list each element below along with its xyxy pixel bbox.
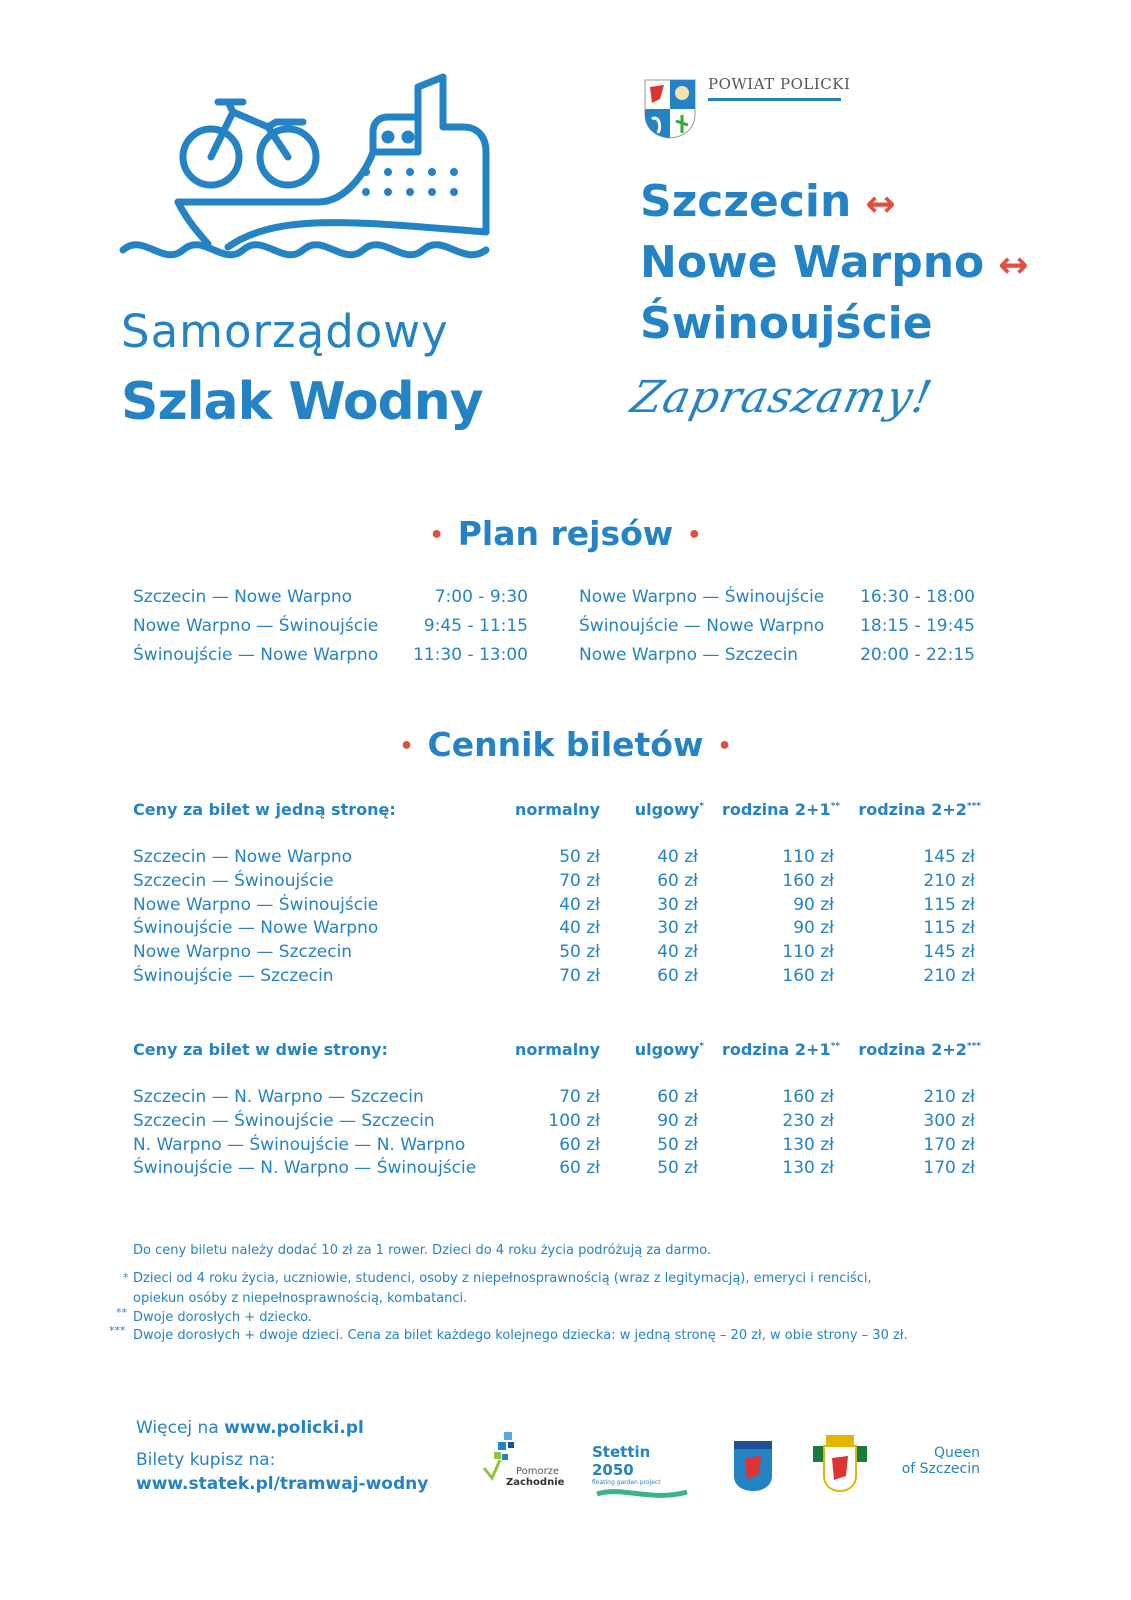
price-cell: 110 zł: [782, 847, 834, 867]
footnote-mark: ***: [966, 801, 981, 812]
price-cell: 70 zł: [559, 966, 600, 986]
route-stop-szczecin: [640, 172, 896, 235]
tagline: Zapraszamy!: [626, 372, 937, 423]
pomorze-line2: Zachodnie: [506, 1477, 565, 1488]
powiat-logo-text: POWIAT POLICKI: [708, 75, 851, 93]
note-1-line2: opiekun osóby z niepełnosprawnością, kombatanci.: [133, 1291, 468, 1306]
footnote-mark: *: [699, 801, 704, 812]
price-cell: 40 zł: [559, 894, 600, 915]
tickets-label: Bilety kupisz na:: [136, 1450, 276, 1470]
price-cell: 30 zł: [657, 894, 698, 915]
column-label: normalny: [514, 1040, 600, 1059]
bullet-icon: •: [687, 523, 702, 548]
bullet-icon: •: [717, 734, 732, 759]
queen-of-szczecin-logo: [896, 1445, 980, 1477]
price-cell: 50 zł: [559, 942, 600, 963]
stettin-logo-sub: floating garden project: [592, 1479, 661, 1486]
price-cell: 60 zł: [657, 1087, 698, 1107]
price-row-route: Świnoujście — N. Warpno — Świnoujście: [133, 1158, 477, 1179]
schedule-time: 11:30 - 13:00: [413, 645, 528, 665]
brand-name-line2: Szlak Wodny: [121, 372, 483, 432]
price-cell: 60 zł: [657, 870, 698, 891]
route-stop-nowe-warpno: [640, 233, 1028, 296]
prices-title-text: Cennik biletów: [427, 725, 704, 764]
nowe-warpno-crest-icon: [812, 1434, 868, 1494]
price-cell: 100 zł: [548, 1110, 600, 1131]
column-label: rodzina 2+1: [722, 800, 831, 819]
schedule-route: Nowe Warpno — Świnoujście: [133, 616, 379, 636]
powiat-logo-underline: [708, 98, 841, 101]
price-section-label: Ceny za bilet w dwie strony:: [133, 1040, 388, 1059]
price-row-route: N. Warpno — Świnoujście — N. Warpno: [133, 1134, 466, 1155]
price-row-route: Szczecin — N. Warpno — Szczecin: [133, 1087, 424, 1107]
price-column-header: [821, 1040, 981, 1059]
route-stop-label: Nowe Warpno: [640, 237, 985, 288]
price-row-route: Szczecin — Świnoujście: [133, 870, 334, 891]
note-general: Do ceny biletu należy dodać 10 zł za 1 rower. Dzieci do 4 roku życia podróżują za darmo.: [133, 1243, 712, 1258]
price-row-route: Szczecin — Nowe Warpno: [133, 847, 353, 867]
price-cell: 50 zł: [657, 1134, 698, 1155]
column-label: rodzina 2+2: [858, 800, 967, 819]
route-stop-label: Świnoujście: [640, 298, 933, 349]
note-3: Dwoje dorosłych + dwoje dzieci. Cena za bilet każdego kolejnego dziecka: w jedną stronę – 20 zł, w obie strony – 30 zł.: [133, 1328, 908, 1343]
note-1-line1: Dzieci od 4 roku życia, uczniowie, studenci, osoby z niepełnosprawnością (wraz z legitymacją), emeryci i renciści,: [133, 1271, 872, 1286]
stettin-logo-text: Stettin 2050: [592, 1443, 651, 1479]
price-cell: 90 zł: [793, 918, 834, 939]
price-cell: 145 zł: [923, 847, 975, 867]
price-cell: 115 zł: [923, 918, 975, 939]
boat-bicycle-logo-icon: [118, 72, 498, 272]
price-row-route: Świnoujście — Nowe Warpno: [133, 918, 379, 939]
price-cell: 115 zł: [923, 894, 975, 915]
brand-name-line1: Samorządowy: [121, 305, 449, 358]
bidirectional-arrow-icon: ↔: [998, 245, 1029, 286]
footnote-mark: *: [699, 1041, 704, 1052]
schedule-time: 20:00 - 22:15: [860, 645, 975, 665]
price-cell: 160 zł: [782, 966, 834, 986]
column-label: ulgowy: [634, 800, 700, 819]
schedule-route: Nowe Warpno — Szczecin: [579, 645, 799, 665]
pomorze-zachodnie-logo: [482, 1430, 572, 1490]
bullet-icon: •: [399, 734, 414, 759]
price-cell: 60 zł: [559, 1134, 600, 1155]
price-column-header: [680, 800, 840, 819]
note-mark: **: [116, 1306, 127, 1319]
price-cell: 90 zł: [657, 1110, 698, 1131]
price-cell: 60 zł: [657, 966, 698, 986]
pomorze-line1: Pomorze: [516, 1466, 560, 1477]
price-cell: 130 zł: [782, 1134, 834, 1155]
queen-line2: of Szczecin: [901, 1461, 980, 1477]
note-2: Dwoje dorosłych + dziecko.: [133, 1310, 313, 1325]
footnote-mark: ***: [966, 1041, 981, 1052]
bullet-icon: •: [429, 523, 444, 548]
policki-link[interactable]: www.policki.pl: [224, 1418, 364, 1438]
queen-line1: Queen: [934, 1445, 980, 1461]
price-cell: 170 zł: [923, 1134, 975, 1155]
bidirectional-arrow-icon: ↔: [865, 184, 896, 225]
schedule-time: 16:30 - 18:00: [860, 587, 975, 607]
price-row-route: Nowe Warpno — Szczecin: [133, 942, 353, 963]
column-label: ulgowy: [634, 1040, 700, 1059]
price-column-header: [821, 800, 981, 819]
coat-of-arms-griffin-icon: [733, 1440, 773, 1492]
price-cell: 40 zł: [657, 942, 698, 963]
price-cell: 300 zł: [923, 1110, 975, 1131]
price-cell: 60 zł: [559, 1158, 600, 1179]
price-cell: 40 zł: [559, 918, 600, 939]
powiat-crest-icon: [644, 79, 696, 139]
schedule-route: Świnoujście — Nowe Warpno: [133, 645, 379, 665]
price-cell: 210 zł: [923, 1087, 975, 1107]
price-cell: 170 zł: [923, 1158, 975, 1179]
schedule-route: Nowe Warpno — Świnoujście: [579, 587, 825, 607]
price-row-route: Nowe Warpno — Świnoujście: [133, 894, 379, 915]
price-cell: 210 zł: [923, 870, 975, 891]
price-cell: 160 zł: [782, 870, 834, 891]
price-cell: 130 zł: [782, 1158, 834, 1179]
price-cell: 50 zł: [559, 847, 600, 867]
schedule-time: 9:45 - 11:15: [423, 616, 528, 636]
price-cell: 50 zł: [657, 1158, 698, 1179]
price-cell: 110 zł: [782, 942, 834, 963]
schedule-time: 7:00 - 9:30: [434, 587, 528, 607]
price-section-label: Ceny za bilet w jedną stronę:: [133, 800, 396, 819]
price-cell: 70 zł: [559, 1087, 600, 1107]
column-label: rodzina 2+2: [858, 1040, 967, 1059]
prices-title: [0, 725, 1131, 764]
price-cell: 40 zł: [657, 847, 698, 867]
schedule-title: [0, 514, 1131, 553]
column-label: rodzina 2+1: [722, 1040, 831, 1059]
footnote-mark: **: [830, 801, 840, 812]
price-cell: 230 zł: [782, 1110, 834, 1131]
footnote-mark: **: [830, 1041, 840, 1052]
schedule-route: Świnoujście — Nowe Warpno: [579, 616, 825, 636]
price-cell: 145 zł: [923, 942, 975, 963]
price-row-route: Szczecin — Świnoujście — Szczecin: [133, 1110, 435, 1131]
price-cell: 160 zł: [782, 1087, 834, 1107]
column-label: normalny: [514, 800, 600, 819]
tickets-link[interactable]: www.statek.pl/tramwaj-wodny: [136, 1474, 429, 1494]
route-stop-swinoujscie: [640, 294, 933, 354]
route-stop-label: Szczecin: [640, 176, 852, 227]
price-row-route: Świnoujście — Szczecin: [133, 966, 334, 986]
schedule-route: Szczecin — Nowe Warpno: [133, 587, 353, 607]
price-column-header: [680, 1040, 840, 1059]
schedule-title-text: Plan rejsów: [457, 514, 674, 553]
schedule-time: 18:15 - 19:45: [860, 616, 975, 636]
price-cell: 90 zł: [793, 894, 834, 915]
more-info: [136, 1418, 364, 1438]
note-mark: *: [123, 1271, 129, 1284]
note-mark: ***: [109, 1324, 126, 1337]
stettin-wave-icon: [592, 1486, 692, 1502]
more-info-prefix: Więcej na: [136, 1418, 225, 1438]
price-cell: 70 zł: [559, 870, 600, 891]
price-cell: 210 zł: [923, 966, 975, 986]
price-cell: 30 zł: [657, 918, 698, 939]
stettin-2050-logo: [592, 1443, 697, 1493]
